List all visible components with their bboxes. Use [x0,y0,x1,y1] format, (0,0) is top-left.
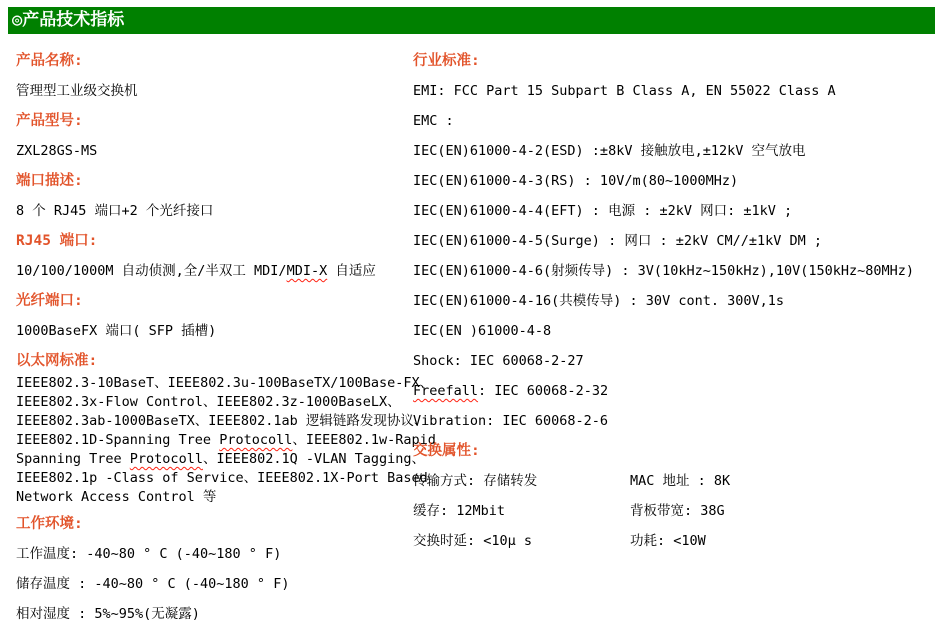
ethernet-line-5-misspelled-word: Protocoll [129,451,203,467]
operating-temperature: 工作温度: -40~80 ° C (-40~180 ° F) [16,546,282,562]
product-model-value: ZXL28GS-MS [16,143,98,159]
product-model-heading: 产品型号: [16,113,83,129]
iec-rf-conduction-standard: IEC(EN)61000-4-6(射频传导) : 3V(10kHz~150kHz),10V(150kHz~80MHz) [413,263,915,279]
ethernet-line-5 [16,450,426,469]
product-name-heading: 产品名称: [16,53,83,69]
power-consumption: 功耗: <10W [630,533,706,549]
switch-attributes-heading: 交换属性: [413,443,480,459]
iec-common-mode-standard: IEC(EN)61000-4-16(共模传导) : 30V cont. 300V,1s [413,293,784,309]
mac-address-capacity: MAC 地址 : 8K [630,473,731,489]
freefall-misspelled-word: Freefall [413,383,479,399]
ethernet-line-5-post: 、IEEE802.1Q -VLAN Tagging、 [202,451,426,467]
ethernet-line-6: IEEE802.1p -Class of Service、IEEE802.1X-Port Based [16,470,428,486]
rj45-port-value [16,262,406,280]
backplane-bandwidth: 背板带宽: 38G [630,503,725,519]
rj45-port-misspelled-word: MDI-X [286,263,328,279]
freefall-standard [413,382,938,400]
ethernet-line-4-post: 、IEEE802.1w-Rapid [292,432,436,448]
vibration-standard: Vibration: IEC 60068-2-6 [413,413,609,429]
ethernet-line-4-pre: IEEE802.1D-Spanning Tree [16,432,220,448]
iec-61000-4-8-standard: IEC(EN )61000-4-8 [413,323,552,339]
rj45-port-value-post: 自适应 [327,263,376,279]
ethernet-line-5-pre: Spanning Tree [16,451,130,467]
ethernet-line-7: Network Access Control 等 [16,489,217,505]
port-description-heading: 端口描述: [16,173,83,189]
ethernet-standards-heading: 以太网标准: [16,353,98,369]
iec-eft-standard: IEC(EN)61000-4-4(EFT) : 电源 : ±2kV 网口: ±1kV ; [413,203,793,219]
ethernet-line-3: IEEE802.3ab-1000BaseTX、IEEE802.1ab 逻辑链路发现协议、 [16,413,428,429]
ethernet-line-1: IEEE802.3-10BaseT、IEEE802.3u-100BaseTX/100Base-FX、 [16,375,434,391]
buffer-size: 缓存: 12Mbit [413,503,506,519]
section-title: ◎产品技术指标 [12,10,125,30]
rj45-port-value-pre: 10/100/1000M 自动侦测,全/半双工 MDI/ [16,263,287,279]
industry-standards-heading: 行业标准: [413,53,480,69]
forwarding-mode: 传输方式: 存储转发 [413,473,538,489]
ethernet-standards-paragraph [16,374,436,507]
iec-rs-standard: IEC(EN)61000-4-3(RS) : 10V/m(80~1000MHz) [413,173,739,189]
switch-attributes-row [413,502,938,520]
iec-esd-standard: IEC(EN)61000-4-2(ESD) :±8kV 接触放电,±12kV 空气放电 [413,143,806,159]
shock-standard: Shock: IEC 60068-2-27 [413,353,584,369]
product-name-value: 管理型工业级交换机 [16,83,138,99]
rj45-port-heading: RJ45 端口: [16,233,98,249]
ethernet-line-2: IEEE802.3x-Flow Control、IEEE802.3z-1000BaseLX、 [16,394,401,410]
storage-temperature: 储存温度 : -40~80 ° C (-40~180 ° F) [16,576,290,592]
ethernet-line-4 [16,431,436,450]
emi-standard: EMI: FCC Part 15 Subpart B Class A, EN 55022 Class A [413,83,836,99]
fiber-port-heading: 光纤端口: [16,293,83,309]
iec-surge-standard: IEC(EN)61000-4-5(Surge) : 网口 : ±2kV CM//±1kV DM ; [413,233,823,249]
freefall-standard-rest: : IEC 60068-2-32 [478,383,609,399]
fiber-port-value: 1000BaseFX 端口( SFP 插槽) [16,323,217,339]
ethernet-line-4-misspelled-word: Protocoll [219,432,293,448]
section-title-bar [8,7,935,34]
emc-label: EMC : [413,113,454,129]
work-environment-heading: 工作环境: [16,516,83,532]
port-description-value: 8 个 RJ45 端口+2 个光纤接口 [16,203,214,219]
switch-attributes-row [413,532,938,550]
relative-humidity: 相对湿度 : 5%~95%(无凝露) [16,606,200,622]
switching-latency: 交换时延: <10μ s [413,533,533,549]
switch-attributes-row [413,472,938,490]
right-column [413,52,938,562]
